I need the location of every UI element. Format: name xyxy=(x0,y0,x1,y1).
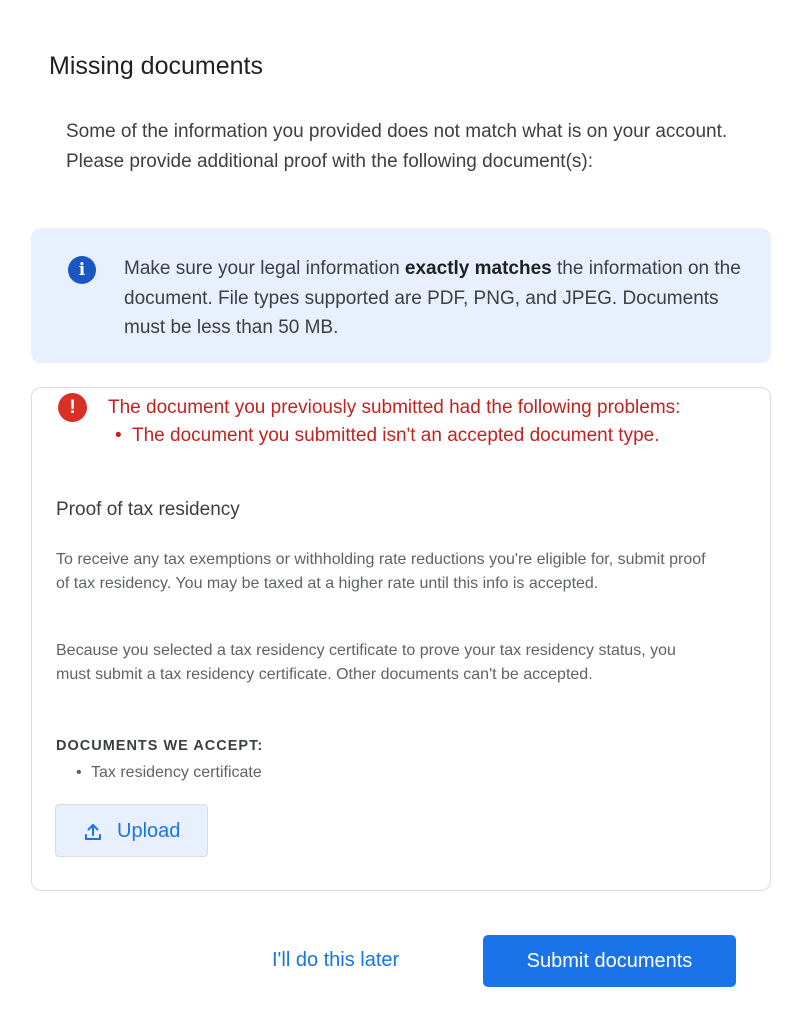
accepted-document-item: • Tax residency certificate xyxy=(56,761,262,785)
error-icon: ! xyxy=(58,393,87,422)
error-list xyxy=(108,422,660,450)
accepted-documents-list xyxy=(56,761,262,785)
error-title: The document you previously submitted had the following problems: xyxy=(108,397,681,418)
intro-text: Some of the information you provided does not match what is on your account. Please provide additional proof with the following document(s): xyxy=(66,121,728,172)
info-text-after: the information on the document. File types supported are PDF, PNG, and JPEG. Documents must be less than 50 MB. xyxy=(124,258,741,338)
info-banner xyxy=(31,228,771,363)
accepted-documents-label: DOCUMENTS WE ACCEPT: xyxy=(56,738,264,754)
upload-button[interactable] xyxy=(55,804,208,857)
upload-button-label: Upload xyxy=(117,820,181,842)
dialog-title: Missing documents xyxy=(49,52,263,80)
document-card xyxy=(31,387,771,891)
info-text-before: Make sure your legal information xyxy=(124,258,405,279)
section-title: Proof of tax residency xyxy=(56,499,240,520)
section-paragraph-2: Because you selected a tax residency certificate to prove your tax residency status, you must submit a tax residency certificate. Other documents can't be accepted. xyxy=(56,642,676,683)
submit-documents-button[interactable]: Submit documents xyxy=(483,935,736,987)
info-text xyxy=(124,254,754,343)
section-paragraph-1: To receive any tax exemptions or withholding rate reductions you're eligible for, submit proof of tax residency. You may be taxed at a higher rate until this info is accepted. xyxy=(56,551,706,592)
info-icon: i xyxy=(68,256,96,284)
info-text-emphasis: exactly matches xyxy=(404,258,552,279)
do-this-later-button[interactable]: I'll do this later xyxy=(272,949,400,971)
upload-icon xyxy=(83,822,103,842)
error-item: • The document you submitted isn't an accepted document type. xyxy=(108,422,660,450)
